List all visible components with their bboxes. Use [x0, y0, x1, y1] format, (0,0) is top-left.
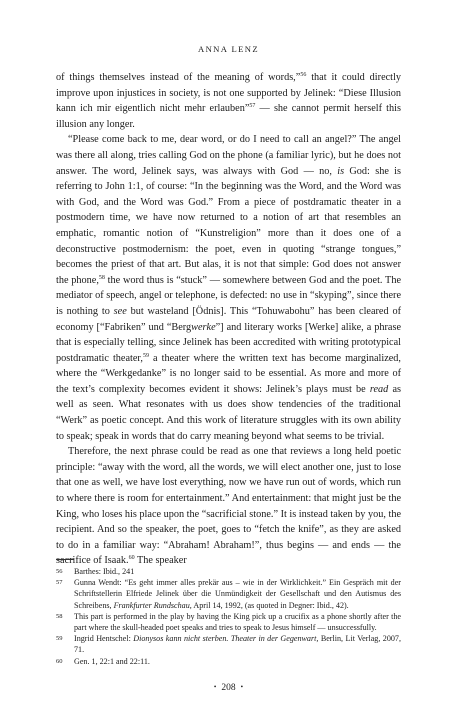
- footnote-number: 57: [56, 579, 63, 587]
- text-run: the word thus is “stuck” — somewhere between God and the poet. The mediator of speech, angel or telephone, is defected: no use in “skyping”, since there is nothing to: [56, 274, 401, 317]
- footnote-number: 60: [56, 657, 63, 665]
- footnote-ref: 58: [98, 274, 105, 281]
- footnote: [56, 577, 401, 611]
- text-run: Berlin, Lit Verlag, 2007, 71.: [74, 634, 402, 655]
- text-run: Gunna Wendt: “Es geht immer alles prekär aus – wie in der Wirklichkeit.” Ein Gespräch mit der Schriftstellerin Elfriede Jelinek über die Unmündigkeit der Gesellschaft und den Autismus des Schreibens,: [74, 578, 401, 610]
- text-run: as well as seen. What resonates with us does show tendencies of the traditional “Werk” as poetic concept. And this work of literature struggles with its own ability to speak; speak in words that do carry meaning beyond what seems to be trivial.: [56, 383, 401, 442]
- text-run: — she cannot permit herself this illusion any longer.: [56, 103, 401, 130]
- folio-ornament-left: •: [213, 683, 217, 691]
- page-folio: [0, 683, 457, 693]
- text-run: Therefore, the next phrase could be read as one that reviews a long held poetic principle: “away with the word, all the words, we will elect another one, just to lose that one as well, we have lost everything, now we have run out of words, which run to where there is room for entertainment.” And entertainment: that might just be the King, who loses his place upon the “sacrificial stone.” It is instead taken by you, the recipient. And so the speaker, the poet, goes to “fetch the knife”, as they are asked to do in a familiar way: “Abraham! Abraham!”, thus begins — and ends — the sacrifice of Isaak.: [56, 446, 401, 567]
- text-run: “Please come back to me, dear word, or do I need to call an angel?” The angel was there all along, tries calling God on the phone (a familiar lyric), but he does not answer. The word, Jelinek says, was always with God — no,: [56, 134, 401, 177]
- footnote-number: 56: [56, 568, 63, 575]
- footnote: [56, 566, 401, 577]
- italic-text: werke: [191, 321, 216, 333]
- paragraph: [56, 444, 401, 569]
- footnote-ref: 60: [128, 555, 135, 562]
- italic-text: see: [113, 305, 127, 317]
- paragraph: [56, 132, 401, 444]
- text-run: but wasteland [Ödnis]. This “Tohuwabohu” has been cleared of economy [“Fabriken” und “Berg: [56, 305, 401, 333]
- text-run: This part is performed in the play by having the King pick up a crucifix as a phone shortly after the part where the skull-headed poet speaks and tries to speak to Jesus himself — unsuccessfully.: [74, 611, 401, 633]
- italic-text: Dionysos kann nicht sterben. Theater in der Gegenwart,: [133, 634, 319, 644]
- footnote-ref: 59: [143, 352, 149, 359]
- text-run: Barthes: Ibid., 241: [74, 567, 135, 576]
- body-text: [56, 70, 401, 569]
- italic-text: read: [369, 383, 389, 395]
- text-run: of things themselves instead of the meaning of words,”: [56, 72, 301, 83]
- page-number: 208: [221, 683, 236, 693]
- footnote-number: 59: [56, 635, 63, 643]
- text-run: that it could directly improve upon injustices in society, is not one supported by Jelinek: “Diese Illusion kann ich mir eigentlich nicht mehr erlauben”: [56, 72, 401, 115]
- text-run: The speaker: [134, 555, 187, 567]
- footnote-ref: 57: [249, 103, 256, 110]
- text-run: Gen. 1, 22:1 and 22:11.: [74, 656, 150, 666]
- running-head: ANNA LENZ: [197, 44, 260, 54]
- text-run: Ingrid Hentschel:: [74, 634, 134, 644]
- footnote-number: 58: [56, 612, 63, 620]
- footnote: [56, 611, 401, 633]
- text-run: ”] and literary works [Werke] alike, a phrase that is especially telling, since Jelinek has been accredited with writing prototypical postdramatic theater,: [56, 321, 402, 364]
- text-run: , April 14, 1992, (as quoted in Degner: Ibid., 42).: [189, 600, 349, 610]
- text-run: God: she is referring to John 1:1, of course: “In the beginning was the Word, and the Word was with God, and the Word was God.” From a piece of postdramatic theater in a postmodern time, we have now returned to a notion of art that resembles an emphatic, romantic notion of “Kunstreligion” more than it does one of a deconstructive postmodernism: the poet, even in quoting “strange tongues,” becomes the priest of that art. But alas, it is not that simple: God does not answer the phone,: [56, 165, 401, 286]
- paragraph: [56, 70, 401, 132]
- italic-text: is: [337, 165, 345, 177]
- footnote: [56, 656, 401, 667]
- text-run: a theater where the written text has become marginalized, where the “Werkgedanke” is no longer said to be essential. As more and more of the text’s complexity becomes evident it shows: Jelinek’s plays must be: [56, 352, 401, 395]
- italic-text: Frankfurter Rundschau: [113, 600, 190, 610]
- footnote-rule: [56, 559, 74, 560]
- footnote: [56, 633, 401, 655]
- footnotes: [56, 566, 401, 667]
- footnote-ref: 56: [300, 72, 307, 78]
- folio-ornament-right: •: [240, 683, 244, 691]
